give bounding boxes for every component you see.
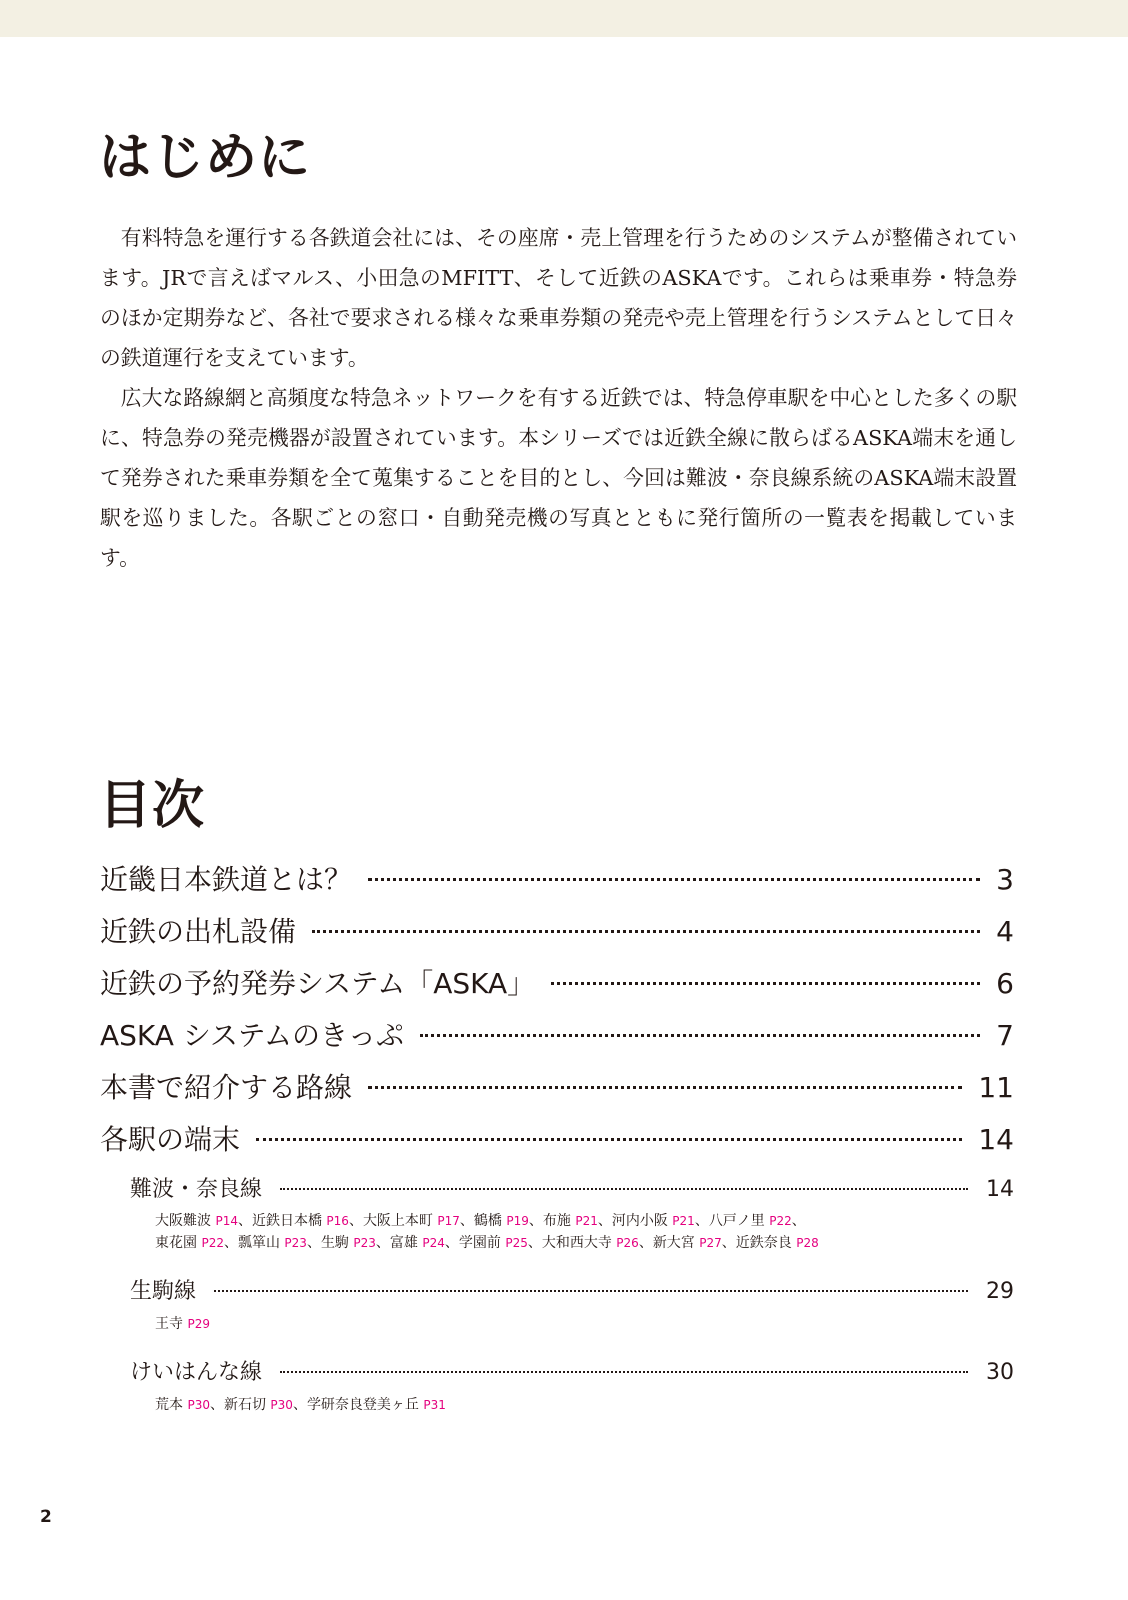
station-page: P23 <box>353 1236 376 1250</box>
toc-subentry-page: 30 <box>986 1360 1014 1385</box>
station-page: P25 <box>505 1236 528 1250</box>
intro-text <box>100 218 1017 578</box>
station-line <box>155 1313 210 1335</box>
toc-entry-label: 近鉄の予約発券システム「ASKA」 <box>100 967 536 1000</box>
station-page: P30 <box>270 1398 293 1412</box>
station-name: 河内小阪 <box>611 1213 668 1229</box>
toc-entry[interactable] <box>100 910 1014 952</box>
station-name: 王寺 <box>155 1316 183 1332</box>
toc-entry-label: 近畿日本鉄道とは？ <box>100 863 353 896</box>
toc-entry-label: 近鉄の出札設備 <box>100 915 297 948</box>
toc-leader <box>420 1034 980 1037</box>
toc-leader <box>551 982 980 985</box>
station-name: 新大宮 <box>652 1235 695 1251</box>
station-list <box>155 1394 446 1416</box>
station-page: P31 <box>423 1398 446 1412</box>
station-list <box>155 1313 210 1335</box>
station-list <box>155 1210 819 1254</box>
toc-subentry-label: けいはんな線 <box>130 1360 263 1385</box>
station-page: P27 <box>699 1236 722 1250</box>
station-name: 瓢箪山 <box>237 1235 280 1251</box>
intro-paragraph-1: 有料特急を運行する各鉄道会社には、その座席・売上管理を行うためのシステムが整備されています。JRで言えばマルス、小田急のMFITT、そして近鉄のASKAです。これらは乗車券・特急券のほか定期券など、各社で要求される様々な乗車券類の発売や売上管理を行うシステムとして日々の鉄道運行を支えています。 <box>100 226 1017 370</box>
station-line: 荒本 P30、新石切 P30、学研奈良登美ヶ丘 P31 <box>155 1397 446 1413</box>
toc-title: 目次 <box>99 776 206 836</box>
station-name: 大和西大寺 <box>541 1235 612 1251</box>
toc-entry[interactable] <box>100 858 1014 900</box>
station-name: 大阪難波 <box>155 1213 211 1229</box>
page-number: 2 <box>40 1507 52 1527</box>
toc-leader <box>214 1290 968 1292</box>
toc-leader <box>256 1138 962 1141</box>
station-page: P22 <box>201 1236 224 1250</box>
station-page: P23 <box>284 1236 307 1250</box>
toc-entry[interactable] <box>100 1118 1014 1160</box>
toc-entry-page: 14 <box>978 1123 1014 1156</box>
station-line: 東花園 P22、瓢箪山 P23、生駒 P23、富雄 P24、学園前 P25、大和西大寺 P26、新大宮 P27、近鉄奈良 P28 <box>155 1235 819 1251</box>
station-line: 大阪難波 P14、近鉄日本橋 P16、大阪上本町 P17、鶴橋 P19、布施 P21、河内小阪 P21、八戸ノ里 P22、 <box>155 1213 806 1229</box>
station-page: P21 <box>575 1214 598 1228</box>
station-name: 大阪上本町 <box>362 1213 433 1229</box>
toc-entry-label: ASKA システムのきっぷ <box>100 1019 405 1052</box>
station-name: 鶴橋 <box>473 1213 502 1229</box>
toc-subentry-page: 29 <box>986 1279 1014 1304</box>
station-name: 八戸ノ里 <box>708 1213 765 1229</box>
toc-entry[interactable] <box>100 1066 1014 1108</box>
toc-entry-page: 7 <box>996 1019 1014 1052</box>
toc-entry-label: 各駅の端末 <box>100 1123 241 1156</box>
toc-subentry-label: 難波・奈良線 <box>130 1177 263 1202</box>
station-name: 生駒 <box>320 1235 349 1251</box>
toc-entry-page: 11 <box>978 1071 1014 1104</box>
toc-subentry-keihanna[interactable] <box>130 1355 1014 1387</box>
intro-paragraph-2: 広大な路線網と高頻度な特急ネットワークを有する近鉄では、特急停車駅を中心とした多くの駅に、特急券の発売機器が設置されています。本シリーズでは近鉄全線に散らばるASKA端末を通して発券された乗車券類を全て蒐集することを目的とし、今回は難波・奈良線系統のASKA端末設置駅を巡りました。各駅ごとの窓口・自動発売機の写真とともに発行箇所の一覧表を掲載しています。 <box>100 386 1017 570</box>
station-page: P16 <box>326 1214 349 1228</box>
top-band <box>0 0 1128 37</box>
station-page: P14 <box>215 1214 238 1228</box>
toc-leader <box>280 1188 968 1190</box>
station-page: P29 <box>187 1317 210 1331</box>
toc-entry-page: 3 <box>996 863 1014 896</box>
station-page: P24 <box>422 1236 445 1250</box>
toc-subentry-page: 14 <box>986 1177 1014 1202</box>
toc-subentry-namba-nara[interactable] <box>130 1172 1014 1204</box>
toc-leader <box>280 1371 968 1373</box>
station-name: 富雄 <box>389 1235 418 1251</box>
toc-entry[interactable] <box>100 1014 1014 1056</box>
toc-leader <box>368 1086 962 1089</box>
toc-entry[interactable] <box>100 962 1014 1004</box>
station-name: 近鉄日本橋 <box>251 1213 322 1229</box>
station-name: 学園前 <box>458 1235 501 1251</box>
station-name: 東花園 <box>155 1235 197 1251</box>
toc-leader <box>312 930 980 933</box>
toc-entry-label: 本書で紹介する路線 <box>100 1071 353 1104</box>
toc-subentry-ikoma[interactable] <box>130 1274 1014 1306</box>
station-name: 新石切 <box>223 1397 266 1413</box>
station-page: P21 <box>672 1214 695 1228</box>
station-name: 学研奈良登美ヶ丘 <box>306 1397 419 1413</box>
station-name: 布施 <box>542 1213 571 1229</box>
station-page: P19 <box>506 1214 529 1228</box>
station-page: P30 <box>187 1398 210 1412</box>
station-name: 荒本 <box>155 1397 183 1413</box>
intro-title: はじめに <box>99 128 312 188</box>
station-page: P22 <box>769 1214 792 1228</box>
station-page: P17 <box>437 1214 460 1228</box>
toc-leader <box>368 878 980 881</box>
toc-entry-page: 4 <box>996 915 1014 948</box>
station-page: P26 <box>616 1236 639 1250</box>
station-page: P28 <box>796 1236 819 1250</box>
toc-subentry-label: 生駒線 <box>130 1279 197 1304</box>
station-name: 近鉄奈良 <box>735 1235 792 1251</box>
toc-entry-page: 6 <box>996 967 1014 1000</box>
